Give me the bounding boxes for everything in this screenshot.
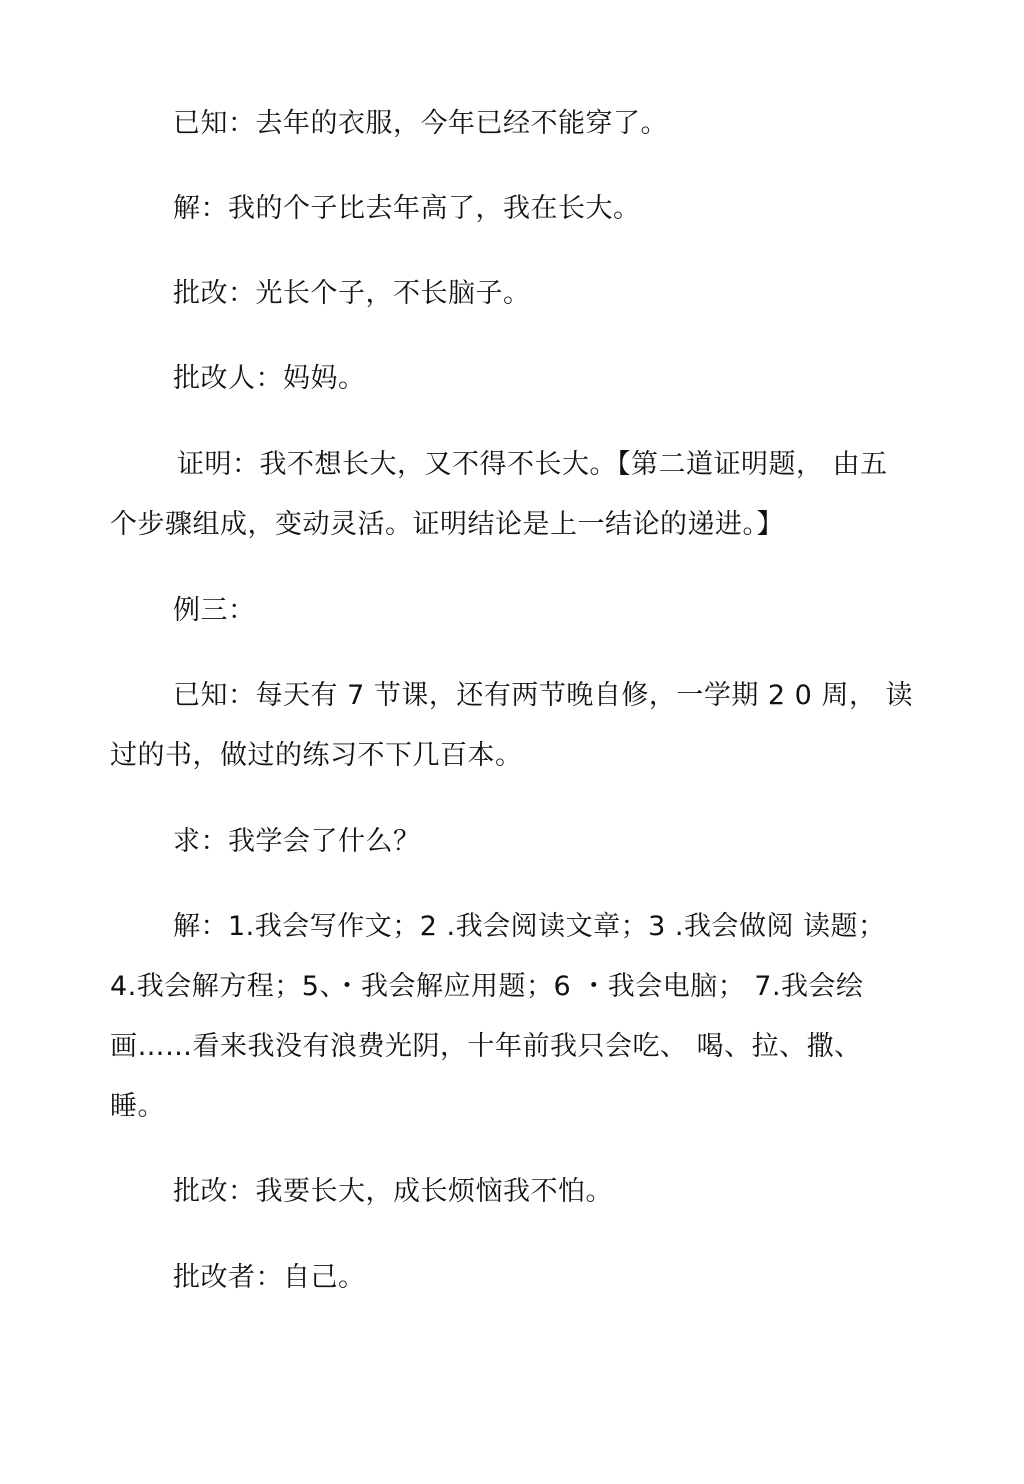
text-line: 批改：光长个子，不长脑子。 (173, 278, 531, 309)
text-line: 个步骤组成，变动灵活。证明结论是上一结论的递进。】 (110, 509, 784, 540)
text-line: 已知：每天有 7 节课，还有两节晚自修，一学期 2 0 周， 读 (173, 680, 914, 711)
text-line: 解：我的个子比去年高了，我在长大。 (173, 193, 641, 224)
text-line: 批改者：自己。 (173, 1262, 366, 1293)
text-line: 4.我会解方程；5、・我会解应用题；6 ・我会电脑； 7.我会绘 (110, 971, 864, 1002)
text-line: 批改人：妈妈。 (173, 363, 366, 394)
text-line: 解：1.我会写作文；2 .我会阅读文章；3 .我会做阅 读题； (173, 911, 886, 942)
text-line: 证明：我不想长大，又不得不长大。【第二道证明题， 由五 (177, 449, 888, 480)
text-line: 睡。 (110, 1091, 165, 1122)
text-line: 画……看来我没有浪费光阴，十年前我只会吃、 喝、拉、撒、 (110, 1031, 862, 1062)
text-line: 过的书，做过的练习不下几百本。 (110, 740, 523, 771)
text-line: 例三： (173, 595, 256, 626)
text-line: 批改：我要长大，成长烦恼我不怕。 (173, 1176, 613, 1207)
text-line: 求：我学会了什么？ (173, 826, 421, 857)
text-line: 已知：去年的衣服，今年已经不能穿了。 (173, 108, 668, 139)
